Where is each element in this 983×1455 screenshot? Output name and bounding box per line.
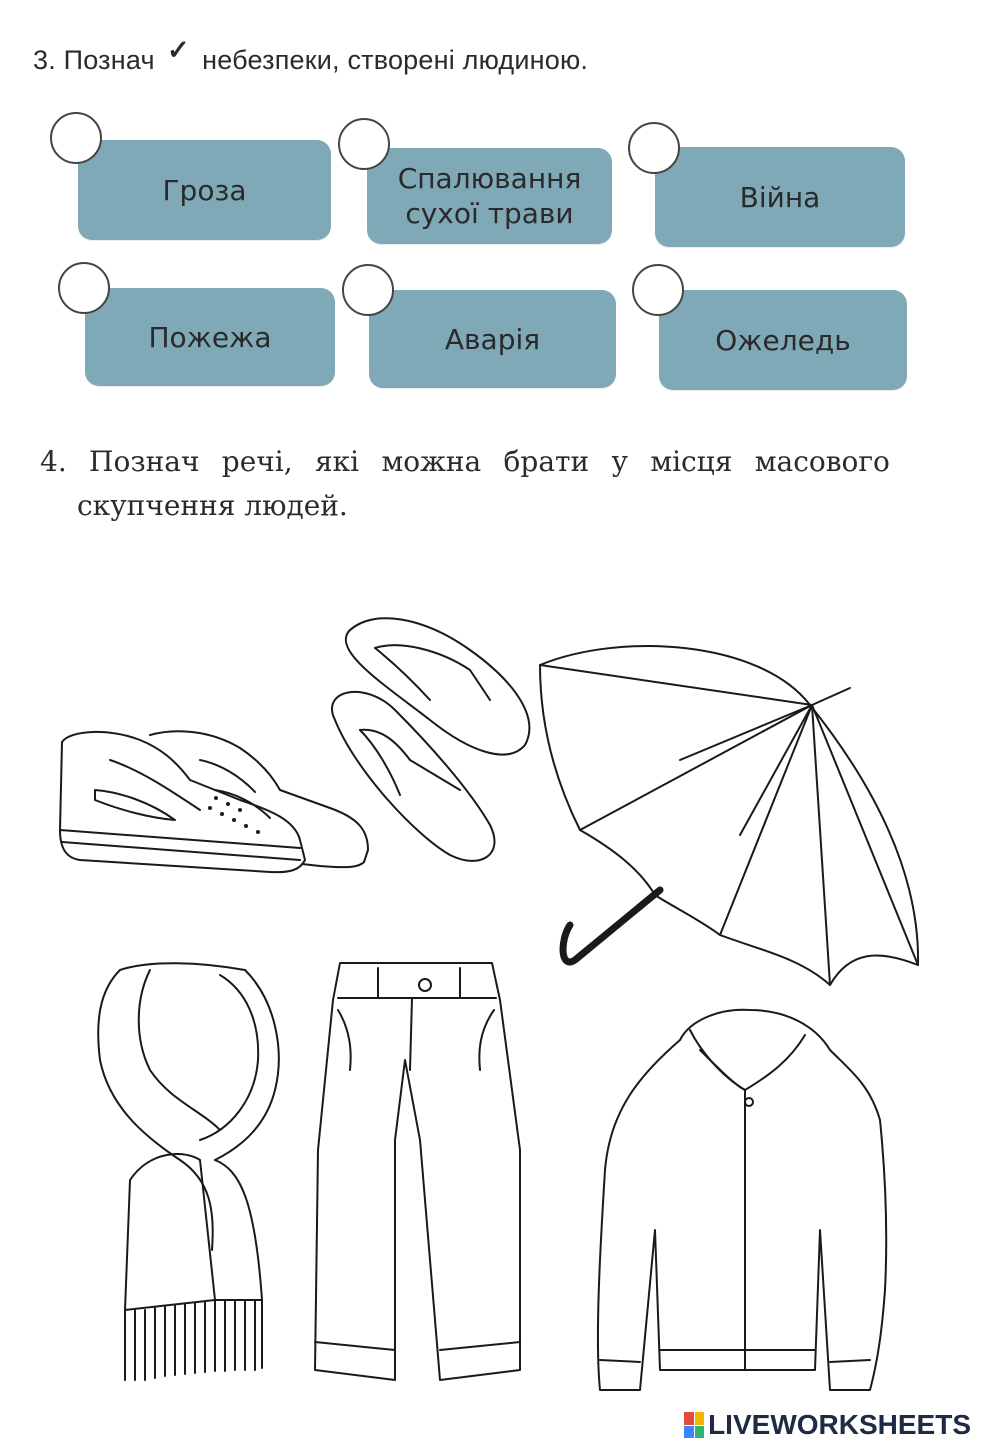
q4-word: можна [381, 445, 482, 478]
brand-text: LIVEWORKSHEETS [708, 1409, 971, 1440]
q4-line-2: скупчення людей. [77, 489, 348, 522]
option-label: Спалювання сухої трави [397, 162, 582, 230]
check-mark-icon: ✓ [167, 35, 190, 65]
option-label: Війна [739, 180, 821, 214]
q4-word: брати [503, 445, 590, 478]
q4-word: які [315, 445, 360, 478]
q4-word: речі, [221, 445, 293, 478]
option-label: Пожежа [148, 320, 272, 354]
hoodie-icon[interactable] [598, 1010, 886, 1390]
option-label: Аварія [444, 322, 541, 356]
q3-suffix: небезпеки, створені людиною. [202, 45, 589, 75]
scarf-icon[interactable] [98, 963, 279, 1380]
q4-word: масового [754, 445, 890, 478]
q4-word: у [611, 445, 628, 478]
umbrella-icon[interactable] [540, 646, 918, 985]
option-label: Ожеледь [715, 323, 851, 357]
brand-logo-icon [684, 1412, 704, 1438]
sneakers-icon[interactable] [60, 731, 368, 872]
q4-word: Познач [89, 445, 200, 478]
q4-number: 4. [40, 445, 67, 478]
q3-prefix: 3. Познач [33, 45, 155, 75]
q4-word: місця [650, 445, 733, 478]
liveworksheets-brand [684, 1409, 971, 1441]
trousers-icon[interactable] [315, 963, 520, 1380]
flip-flops-icon[interactable] [332, 618, 529, 861]
option-label: Гроза [162, 173, 247, 207]
